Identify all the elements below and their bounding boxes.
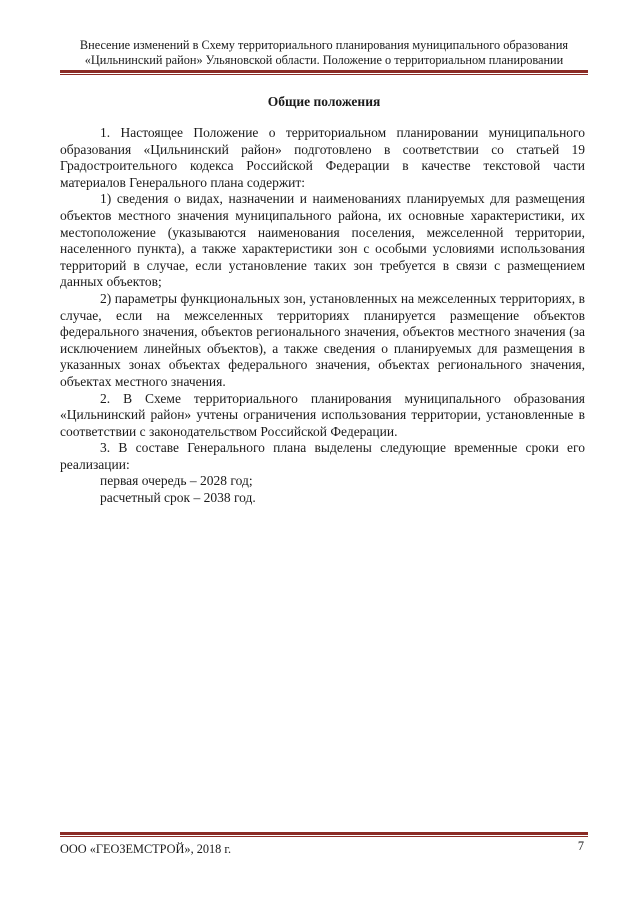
- list-item-1: 1) сведения о видах, назначении и наименованиях планируемых для размещения объектов местного значения муниципального района, их основные характеристики, их местоположение (указываются наименования поселения, межселенной территории, населенного пункта), а также характеристики зон с особыми условиями использования территорий в случае, если установление таких зон требуется в связи с размещением данных объектов;: [60, 191, 585, 290]
- header-line-1: Внесение изменений в Схему территориального планирования муниципального образования: [79, 38, 569, 52]
- list-item-2: 2) параметры функциональных зон, установленных на межселенных территориях, в случае, если на межселенных территориях планируется размещение объектов федерального значения, объектов регионального значения, объектов местного значения (за исключением линейных объектов), а также сведения о планируемых для размещения в указанных зонах объектах федерального значения, объектах регионального значения, объектах местного значения.: [60, 290, 585, 389]
- document-header: [60, 38, 588, 68]
- paragraph-1: 1. Настоящее Положение о территориальном планировании муниципального образования «Цильнинский район» подготовлено в соответствии со статьей 19 Градостроительного кодекса Российской Федерации в качестве текстовой части материалов Генерального плана содержит:: [60, 125, 585, 190]
- footer-divider: [60, 832, 588, 837]
- term-first-stage: первая очередь – 2028 год;: [100, 473, 253, 489]
- document-body: [60, 125, 585, 507]
- paragraph-2: 2. В Схеме территориального планирования муниципального образования «Цильнинский район» учтены ограничения использования территории, установленные в соответствии с законодательством Российской Федерации.: [60, 390, 585, 439]
- footer-company: ООО «ГЕОЗЕМСТРОЙ», 2018 г.: [60, 842, 232, 856]
- paragraph-3: 3. В составе Генерального плана выделены следующие временные сроки его реализации:: [60, 440, 585, 472]
- header-divider: [60, 70, 588, 75]
- term-estimated: расчетный срок – 2038 год.: [100, 490, 256, 506]
- header-line-2: «Цильнинский район» Ульяновской области. Положение о территориальном планировании: [84, 53, 564, 67]
- section-title: Общие положения: [267, 94, 381, 109]
- page-number: 7: [577, 839, 584, 853]
